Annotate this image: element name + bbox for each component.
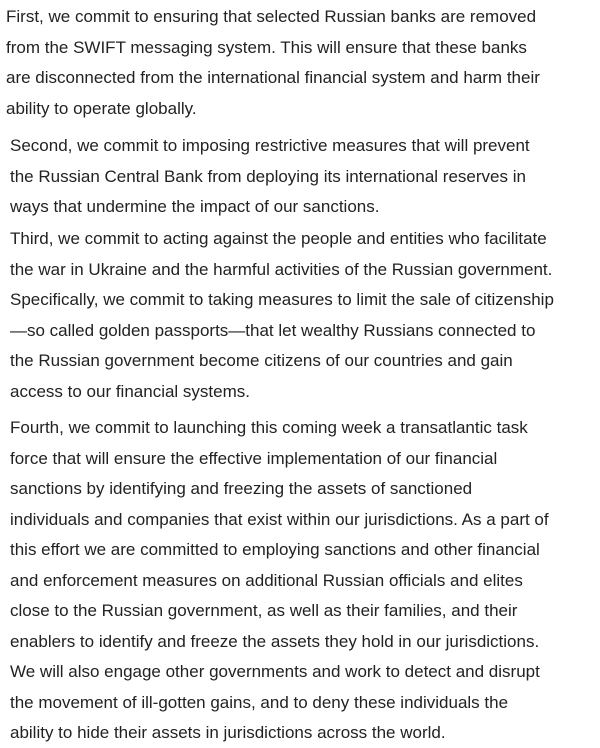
paragraph-swift-commitment [6,2,540,124]
text-line: the Russian government become citizens of our countries and gain [10,351,513,370]
text-line: individuals and companies that exist within our jurisdictions. As a part of [10,509,549,529]
text-line: Fourth, we commit to launching this coming week a transatlantic task [10,418,528,437]
text-line: Third, we commit to acting against the people and entities who facilitate [10,229,547,248]
text-line: ways that undermine the impact of our sanctions. [10,197,380,216]
paragraph-golden-passports-commitment [10,224,554,407]
text-line: sanctions by identifying and freezing the assets of sanctioned [10,479,473,498]
text-line: close to the Russian government, as well as their families, and their [10,601,518,620]
text-line: from the SWIFT messaging system. This will ensure that these banks [6,37,527,57]
text-line: this effort we are committed to employing sanctions and other financial [10,540,540,559]
text-line: are disconnected from the international financial system and harm their [6,68,540,87]
text-line: —so called golden passports—that let wealthy Russians connected to [10,320,536,340]
text-line: and enforcement measures on additional Russian officials and elites [10,570,523,590]
text-line: access to our financial systems. [10,381,250,401]
text-line: ability to hide their assets in jurisdictions across the world. [10,723,446,742]
text-line: Specifically, we commit to taking measures to limit the sale of citizenship [10,290,554,309]
text-line: ability to operate globally. [6,98,197,118]
text-line: force that will ensure the effective implementation of our financial [10,448,498,468]
text-line: First, we commit to ensuring that selected Russian banks are removed [6,7,537,26]
text-line: the war in Ukraine and the harmful activities of the Russian government. [10,259,553,279]
text-line: the movement of ill-gotten gains, and to deny these individuals the [10,692,509,712]
text-line: We will also engage other governments and work to detect and disrupt [10,662,540,681]
text-line: enablers to identify and freeze the assets they hold in our jurisdictions. [10,631,540,651]
text-line: Second, we commit to imposing restrictive measures that will prevent [10,136,530,155]
text-line: the Russian Central Bank from deploying its international reserves in [10,166,526,186]
paragraph-task-force-commitment [10,413,549,748]
paragraph-central-bank-commitment [10,131,530,223]
